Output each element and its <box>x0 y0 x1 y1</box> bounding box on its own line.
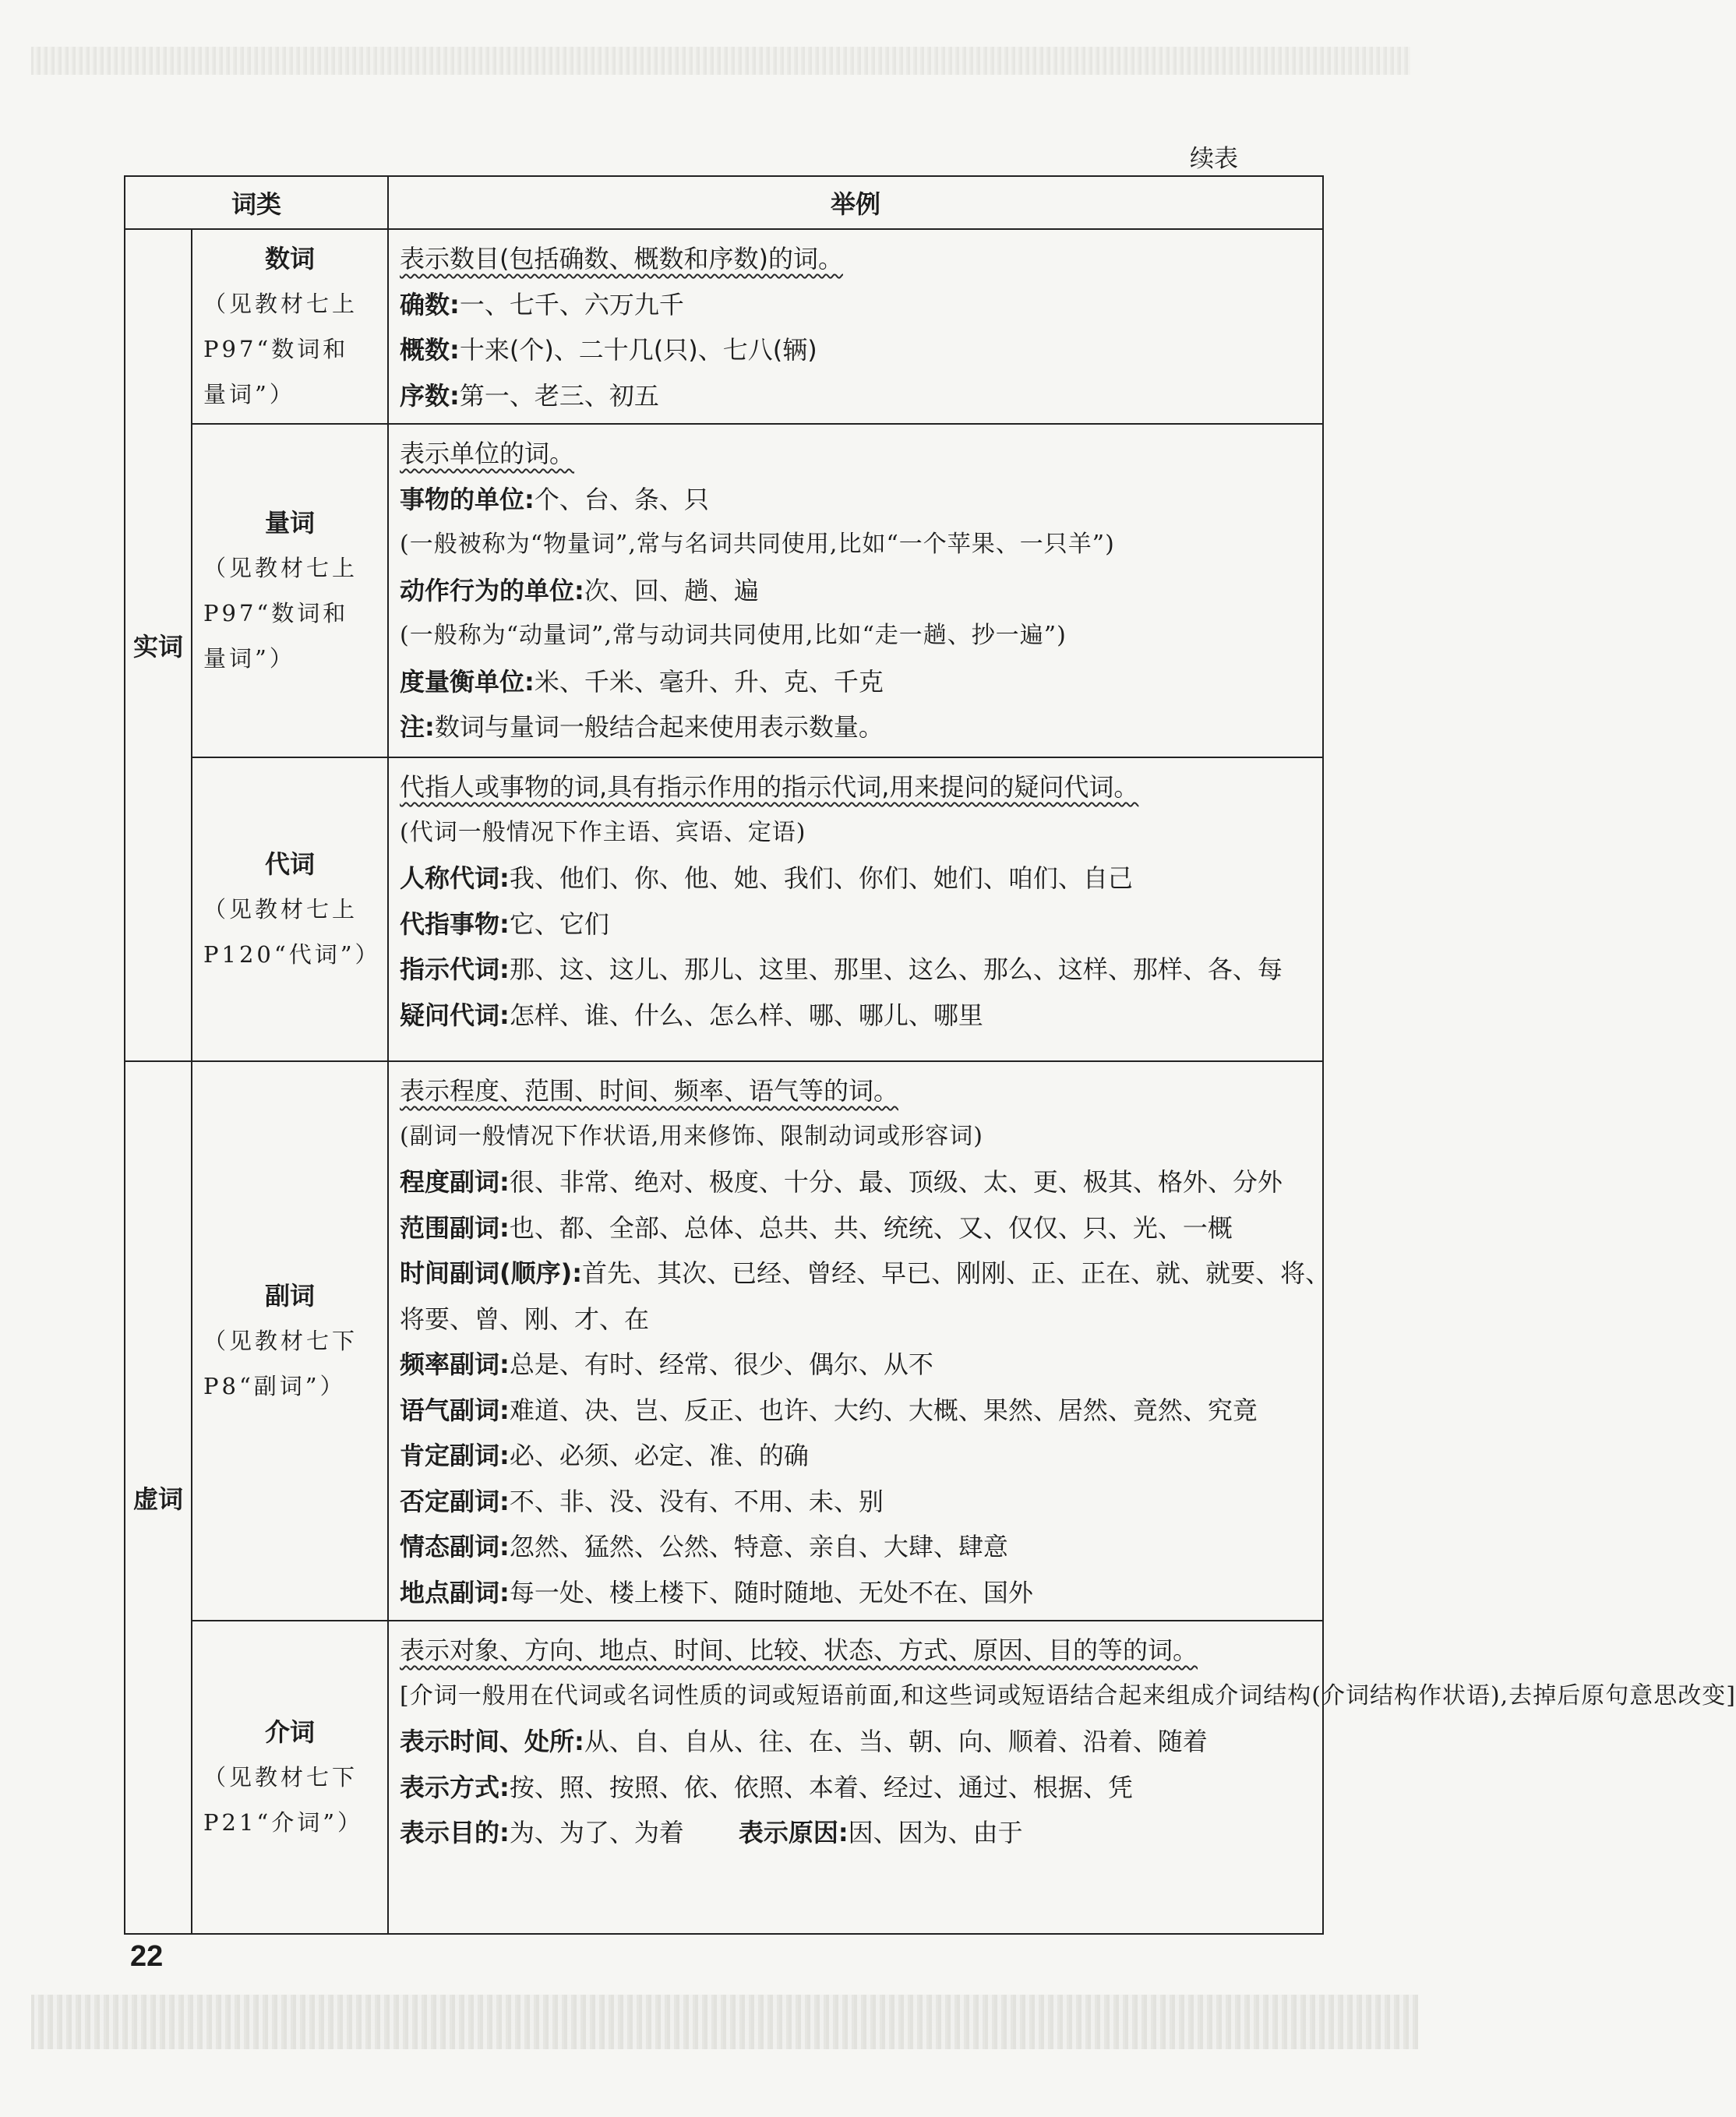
example-line <box>400 1719 1314 1765</box>
example-line <box>400 1388 1314 1434</box>
example-line <box>400 613 1314 659</box>
textbook-reference: （见教材七下 <box>203 1328 358 1354</box>
example-text: 因、因为、由于 <box>848 1818 1023 1847</box>
textbook-reference: P97“数词和 <box>203 336 349 362</box>
table-row <box>125 229 1323 424</box>
example-line <box>400 1570 1314 1616</box>
scan-edge-top <box>31 47 1410 75</box>
example-line <box>400 810 1314 856</box>
pos-cell <box>192 1621 388 1934</box>
example-text: 忽然、猛然、公然、特意、亲自、大肆、肆意 <box>509 1532 1008 1561</box>
example-note: 数词与量词一般结合起来使用表示数量。 <box>434 712 884 742</box>
example-line <box>400 1674 1736 1720</box>
textbook-reference: （见教材七下 <box>203 1764 358 1791</box>
textbook-reference: 量词”） <box>203 381 295 408</box>
examples-cell <box>388 757 1323 1061</box>
example-note: (一般被称为“物量词”,常与名词共同使用,比如“一个苹果、一只羊”) <box>400 531 1115 558</box>
example-label: 代指事物: <box>400 909 510 939</box>
pos-cell <box>192 757 388 1061</box>
example-line <box>400 477 1314 523</box>
example-text: 首先、其次、已经、曾经、早已、刚刚、正、正在、就、就要、将、 <box>582 1258 1331 1288</box>
example-label: 地点副词: <box>400 1577 510 1607</box>
example-text: 那、这、这儿、那儿、这里、那里、这么、那么、这样、那样、各、每 <box>509 954 1283 984</box>
example-line <box>400 1205 1314 1251</box>
textbook-reference: （见教材七上 <box>203 291 358 317</box>
pos-name: 数词 <box>265 244 316 273</box>
example-label: 疑问代词: <box>400 1000 510 1030</box>
example-text: 难道、决、岂、反正、也许、大约、大概、果然、居然、竟然、究竟 <box>509 1395 1258 1425</box>
pos-cell <box>192 229 388 424</box>
example-line <box>400 1433 1314 1479</box>
definition: 表示程度、范围、时间、频率、语气等的词。 <box>400 1076 899 1106</box>
pos-name: 副词 <box>265 1281 316 1311</box>
examples-cell <box>388 1061 1331 1621</box>
example-label: 时间副词(顺序): <box>400 1258 583 1288</box>
example-line <box>400 1251 1331 1297</box>
table-header-row <box>125 176 1323 229</box>
header-word-class: 词类 <box>125 176 388 229</box>
definition-line <box>400 764 1314 810</box>
example-label: 表示原因: <box>738 1818 849 1847</box>
example-line <box>400 659 1314 705</box>
example-line <box>400 993 1314 1039</box>
example-label: 指示代词: <box>400 954 510 984</box>
example-label: 程度副词: <box>400 1167 510 1197</box>
definition: 表示数目(包括确数、概数和序数)的词。 <box>400 244 843 273</box>
example-text: 为、为了、为着 <box>509 1818 684 1847</box>
example-line <box>400 1114 1314 1160</box>
example-label: 表示方式: <box>400 1772 510 1802</box>
example-text: 每一处、楼上楼下、随时随地、无处不在、国外 <box>509 1577 1033 1607</box>
example-label: 注: <box>400 712 435 742</box>
table-row <box>125 1621 1323 1934</box>
example-text: 十来(个)、二十几(只)、七八(辆) <box>459 335 817 365</box>
header-examples: 举例 <box>388 176 1323 229</box>
definition: 表示单位的词。 <box>400 439 575 468</box>
examples-cell <box>388 424 1323 757</box>
example-text: 第一、老三、初五 <box>459 380 659 411</box>
example-text: 米、千米、毫升、升、克、千克 <box>534 666 884 697</box>
example-line <box>400 282 1314 328</box>
example-label: 度量衡单位: <box>400 666 535 697</box>
example-label: 事物的单位: <box>400 484 535 514</box>
example-line <box>400 373 1314 419</box>
example-label: 范围副词: <box>400 1212 510 1243</box>
example-line <box>400 568 1314 614</box>
example-label: 表示目的: <box>400 1818 510 1847</box>
scan-edge-bottom <box>31 1995 1418 2049</box>
example-note: (代词一般情况下作主语、宾语、定语) <box>400 818 806 846</box>
example-label: 确数: <box>400 289 460 319</box>
example-label: 序数: <box>400 380 460 411</box>
pos-name: 介词 <box>265 1717 316 1747</box>
example-label: 肯定副词: <box>400 1441 510 1470</box>
example-text: 怎样、谁、什么、怎么样、哪、哪儿、哪里 <box>509 1000 983 1030</box>
example-text: 将要、曾、刚、才、在 <box>400 1304 650 1334</box>
example-line <box>400 856 1314 901</box>
parts-of-speech-table <box>124 175 1736 1935</box>
example-line <box>400 1479 1314 1525</box>
definition-line <box>400 431 1314 477</box>
example-text: 它、它们 <box>509 909 609 939</box>
example-line <box>400 1342 1314 1388</box>
example-text: 很、非常、绝对、极度、十分、最、顶级、太、更、极其、格外、分外 <box>509 1167 1283 1197</box>
example-note: (副词一般情况下作状语,用来修饰、限制动词或形容词) <box>400 1122 983 1150</box>
example-line <box>400 327 1314 373</box>
example-text: 我、他们、你、他、她、我们、你们、她们、咱们、自己 <box>509 863 1133 893</box>
example-text: 总是、有时、经常、很少、偶尔、从不 <box>509 1350 933 1379</box>
textbook-reference: 量词”） <box>203 645 295 672</box>
textbook-reference: P97“数词和 <box>203 600 349 626</box>
example-text: 一、七千、六万九千 <box>459 289 684 319</box>
textbook-reference: P8“副词”） <box>203 1373 346 1399</box>
example-note: (一般称为“动量词”,常与动词共同使用,比如“走一趟、抄一遍”) <box>400 622 1067 649</box>
example-line <box>400 704 1314 750</box>
example-text: 也、都、全部、总体、总共、共、统统、又、仅仅、只、光、一概 <box>509 1212 1233 1243</box>
example-label: 情态副词: <box>400 1532 510 1561</box>
example-label: 动作行为的单位: <box>400 575 584 605</box>
examples-cell <box>388 1621 1736 1934</box>
pos-name: 代词 <box>265 849 316 879</box>
category-cell: 实词 <box>125 229 192 1061</box>
table-row <box>125 1061 1323 1621</box>
example-text: 必、必须、必定、准、的确 <box>509 1441 809 1470</box>
example-text: 从、自、自从、往、在、当、朝、向、顺着、沿着、随着 <box>584 1727 1208 1756</box>
table-row <box>125 757 1323 1061</box>
example-text: 按、照、按照、依、依照、本着、经过、通过、根据、凭 <box>509 1772 1133 1802</box>
definition-line <box>400 1628 1314 1674</box>
table-row <box>125 424 1323 757</box>
example-label: 语气副词: <box>400 1395 510 1425</box>
definition: 代指人或事物的词,具有指示作用的指示代词,用来提问的疑问代词。 <box>400 772 1139 802</box>
example-text: 不、非、没、没有、不用、未、别 <box>509 1486 884 1516</box>
example-label: 人称代词: <box>400 863 510 893</box>
example-line <box>400 1765 1314 1811</box>
example-label: 频率副词: <box>400 1350 510 1379</box>
textbook-reference: （见教材七上 <box>203 896 358 923</box>
definition-line <box>400 1068 1314 1114</box>
example-text: 次、回、趟、遍 <box>584 575 759 605</box>
example-line <box>400 947 1314 993</box>
pos-name: 量词 <box>265 508 316 538</box>
continued-label: 续表 <box>1190 145 1238 173</box>
pos-cell <box>192 1061 388 1621</box>
example-text: 个、台、条、只 <box>534 484 709 514</box>
pos-cell <box>192 424 388 757</box>
category-cell: 虚词 <box>125 1061 192 1934</box>
example-label: 否定副词: <box>400 1486 510 1516</box>
page-number: 22 <box>130 1940 164 1973</box>
example-note: [介词一般用在代词或名词性质的词或短语前面,和这些词或短语结合起来组成介词结构(介词结构作状语),去掉后原句意思改变] <box>400 1681 1736 1709</box>
definition-line <box>400 236 1314 282</box>
example-line <box>400 1810 1314 1856</box>
textbook-reference: P21“介词”） <box>203 1809 364 1836</box>
textbook-reference: （见教材七上 <box>203 555 358 581</box>
examples-cell <box>388 229 1323 424</box>
definition: 表示对象、方向、地点、时间、比较、状态、方式、原因、目的等的词。 <box>400 1635 1198 1665</box>
example-line <box>400 1524 1314 1570</box>
example-line <box>400 1297 1314 1343</box>
textbook-reference: P120“代词”） <box>203 941 381 968</box>
example-label: 概数: <box>400 335 460 365</box>
table-body <box>125 229 1736 1934</box>
example-label: 表示时间、处所: <box>400 1727 584 1756</box>
example-line <box>400 522 1314 568</box>
example-line <box>400 1159 1314 1205</box>
example-line <box>400 901 1314 947</box>
